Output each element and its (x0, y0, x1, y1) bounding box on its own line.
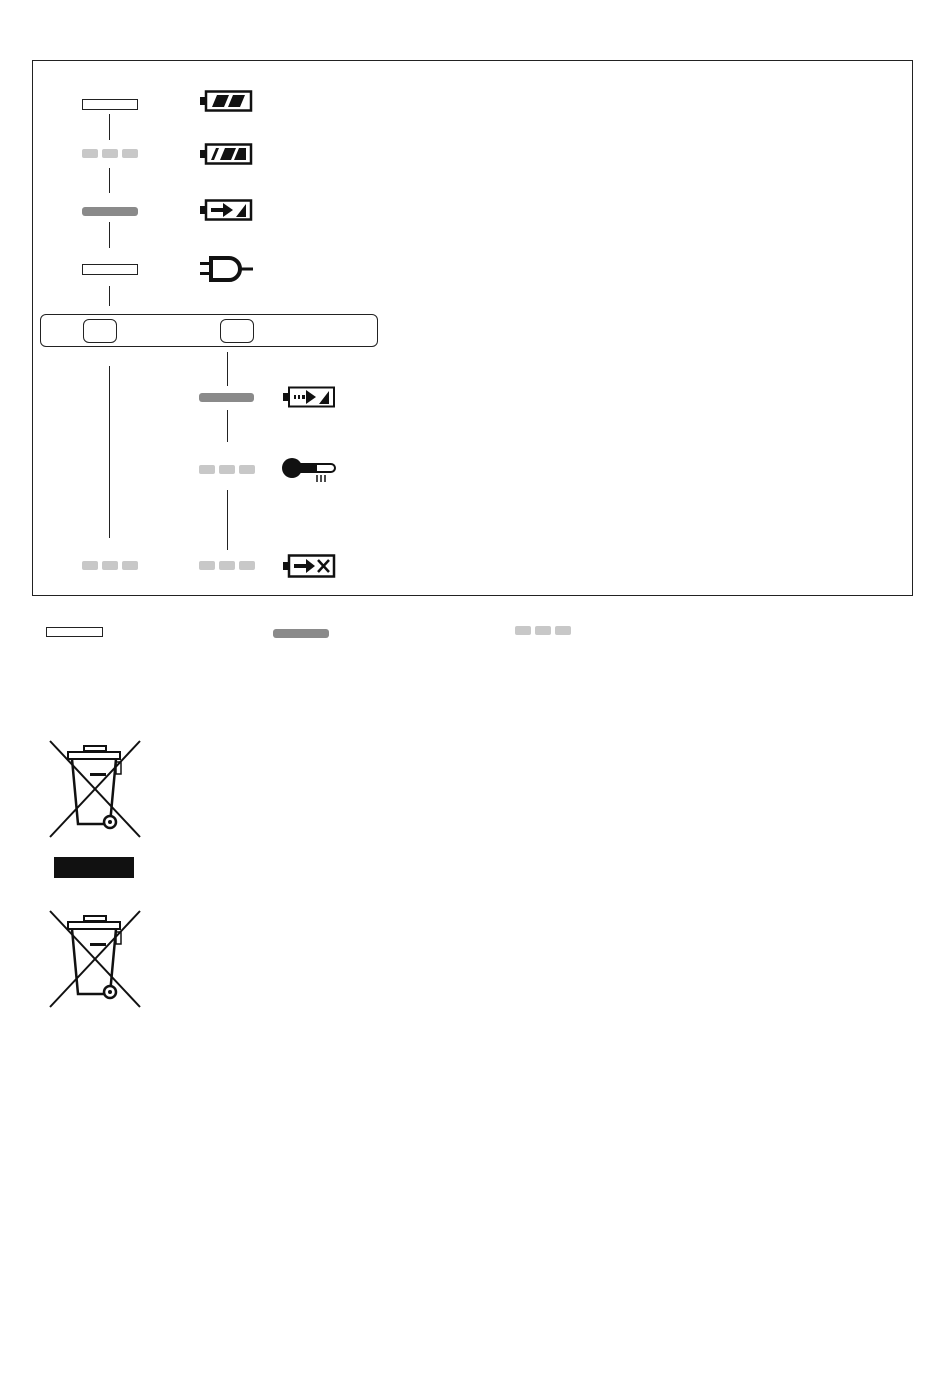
ac-plug-icon (199, 256, 255, 282)
led-indicator-blinking (82, 561, 138, 570)
connector-line (109, 168, 110, 193)
battery-charging-low-icon (199, 143, 253, 165)
connector-line (227, 352, 228, 386)
legend-led-blinking (515, 626, 571, 635)
separate-collection-bar (54, 857, 134, 878)
crossed-bin-icon (46, 738, 144, 840)
battery-error-icon (282, 554, 336, 578)
led-indicator-blinking (82, 149, 138, 158)
connector-line (227, 490, 228, 550)
left-slot-button[interactable] (83, 319, 117, 343)
battery-charge-arrow-icon (199, 199, 253, 221)
crossed-bin-icon (46, 908, 144, 1010)
right-slot-button[interactable] (220, 319, 254, 343)
connector-line (109, 286, 110, 306)
battery-full-icon (199, 90, 253, 112)
connector-line (109, 114, 110, 140)
connector-line (109, 366, 110, 538)
connector-line (109, 222, 110, 248)
connector-line (227, 410, 228, 442)
led-indicator-blinking (199, 561, 255, 570)
legend-led-steady (273, 629, 329, 638)
led-indicator-steady (82, 207, 138, 216)
led-indicator-blinking (199, 465, 255, 474)
led-indicator-on (82, 99, 138, 110)
legend-led-on (46, 627, 103, 637)
led-indicator-steady (199, 393, 254, 402)
led-indicator-on (82, 264, 138, 275)
thermometer-icon (281, 456, 339, 484)
battery-trickle-charge-icon (282, 386, 336, 408)
